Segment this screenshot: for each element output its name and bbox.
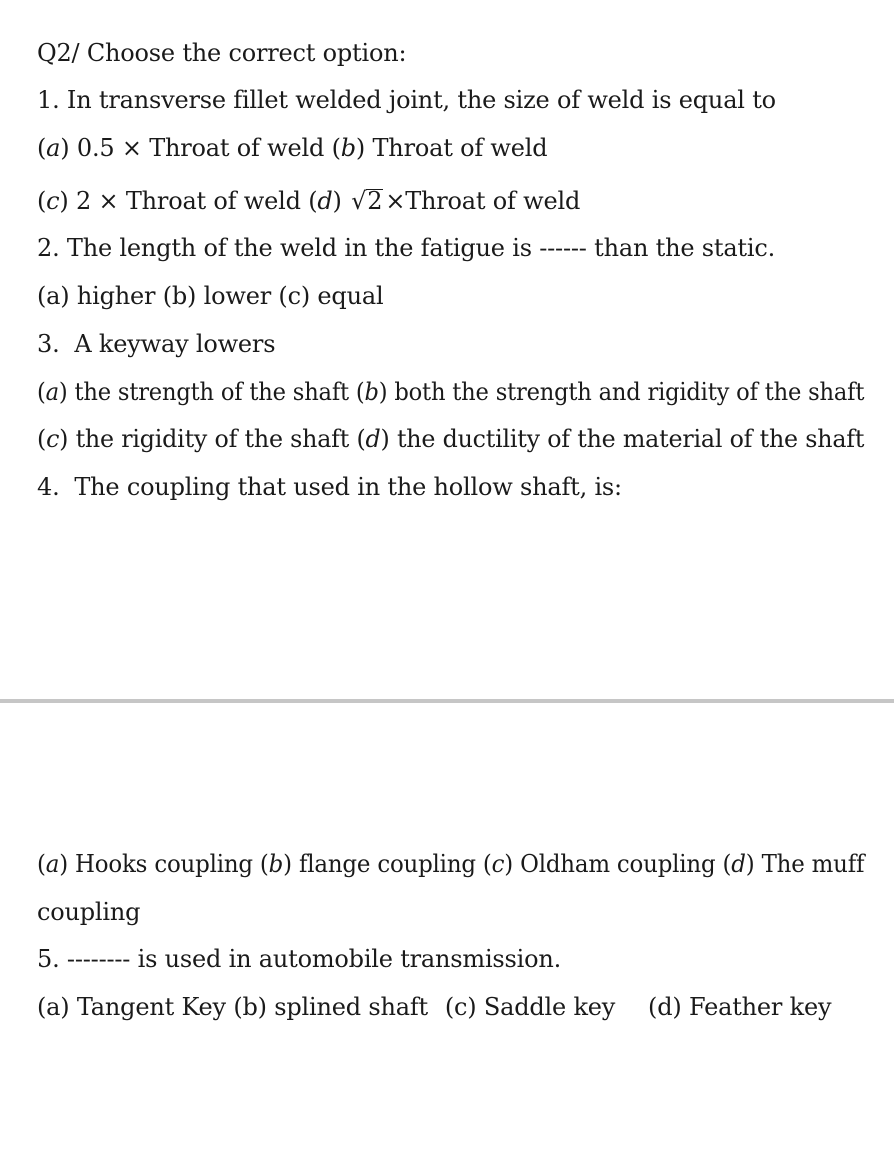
question-heading: Q2/ Choose the correct option:	[37, 39, 407, 67]
q3-option-a-text: the strength of the shaft	[74, 378, 349, 406]
q4-option-a-label: a	[45, 850, 60, 878]
q3-options-ab: (a) the strength of the shaft (b) both the strength and rigidity of the shaft	[37, 378, 865, 406]
sqrt-radicand: 2	[367, 187, 383, 215]
q4-stem: 4. The coupling that used in the hollow shaft, is:	[37, 473, 622, 501]
q5-options	[37, 992, 831, 1022]
q1-option-c-text: 2 × Throat of weld	[76, 187, 301, 215]
q3-option-d-text: the ductility of the material of the shaft	[396, 425, 865, 453]
q1-option-b-text: Throat of weld	[372, 134, 548, 162]
q1-options-ab: (a) 0.5 × Throat of weld (b) Throat of weld	[37, 134, 548, 162]
q4-option-a-text: Hooks coupling	[75, 850, 253, 878]
q4-option-b-label: b	[268, 850, 284, 878]
q4-option-d-wrap: coupling	[37, 898, 141, 926]
q2-options: (a) higher (b) lower (c) equal	[37, 282, 384, 310]
q4-option-d-text: The muff	[761, 850, 865, 878]
q3-option-a-label: a	[45, 378, 59, 406]
page-divider	[0, 699, 894, 703]
q5-option-b: (b) splined shaft	[233, 993, 428, 1021]
q1-option-d-label: d	[317, 187, 333, 215]
q3-option-c-label: c	[46, 425, 60, 453]
q4-option-b-text: flange coupling	[298, 850, 476, 878]
q5-option-d: (d) Feather key	[648, 993, 832, 1021]
q4-options: (a) Hooks coupling (b) flange coupling (c) Oldham coupling (d) The muff	[37, 850, 865, 878]
q1-option-b-label: b	[340, 134, 356, 162]
q3-option-b-text: both the strength and rigidity of the shaft	[394, 378, 865, 406]
q4-option-d-label: d	[731, 850, 746, 878]
q5-option-a: (a) Tangent Key	[37, 993, 226, 1021]
q3-stem: 3. A keyway lowers	[37, 330, 276, 358]
q1-option-a-label: a	[46, 134, 61, 162]
q4-option-c-text: Oldham coupling	[520, 850, 716, 878]
square-root-symbol: √2	[351, 187, 383, 215]
q3-option-d-label: d	[365, 425, 381, 453]
q3-option-b-label: b	[364, 378, 379, 406]
q5-stem: 5. -------- is used in automobile transmission.	[37, 945, 562, 973]
q1-option-a-text: 0.5 × Throat of weld	[76, 134, 325, 162]
q1-option-c-label: c	[46, 187, 60, 215]
q3-options-cd: (c) the rigidity of the shaft (d) the ductility of the material of the shaft	[37, 425, 865, 453]
q4-option-c-label: c	[491, 850, 505, 878]
q1-stem: 1. In transverse fillet welded joint, the size of weld is equal to	[37, 86, 776, 114]
q1-option-d-text: ×Throat of weld	[385, 187, 581, 215]
q2-stem: 2. The length of the weld in the fatigue is ------ than the static.	[37, 234, 776, 262]
q3-option-c-text: the rigidity of the shaft	[75, 425, 350, 453]
q5-option-c: (c) Saddle key	[444, 993, 616, 1021]
q1-options-cd: (c) 2 × Throat of weld (d) √2 ×Throat of weld	[37, 187, 581, 215]
